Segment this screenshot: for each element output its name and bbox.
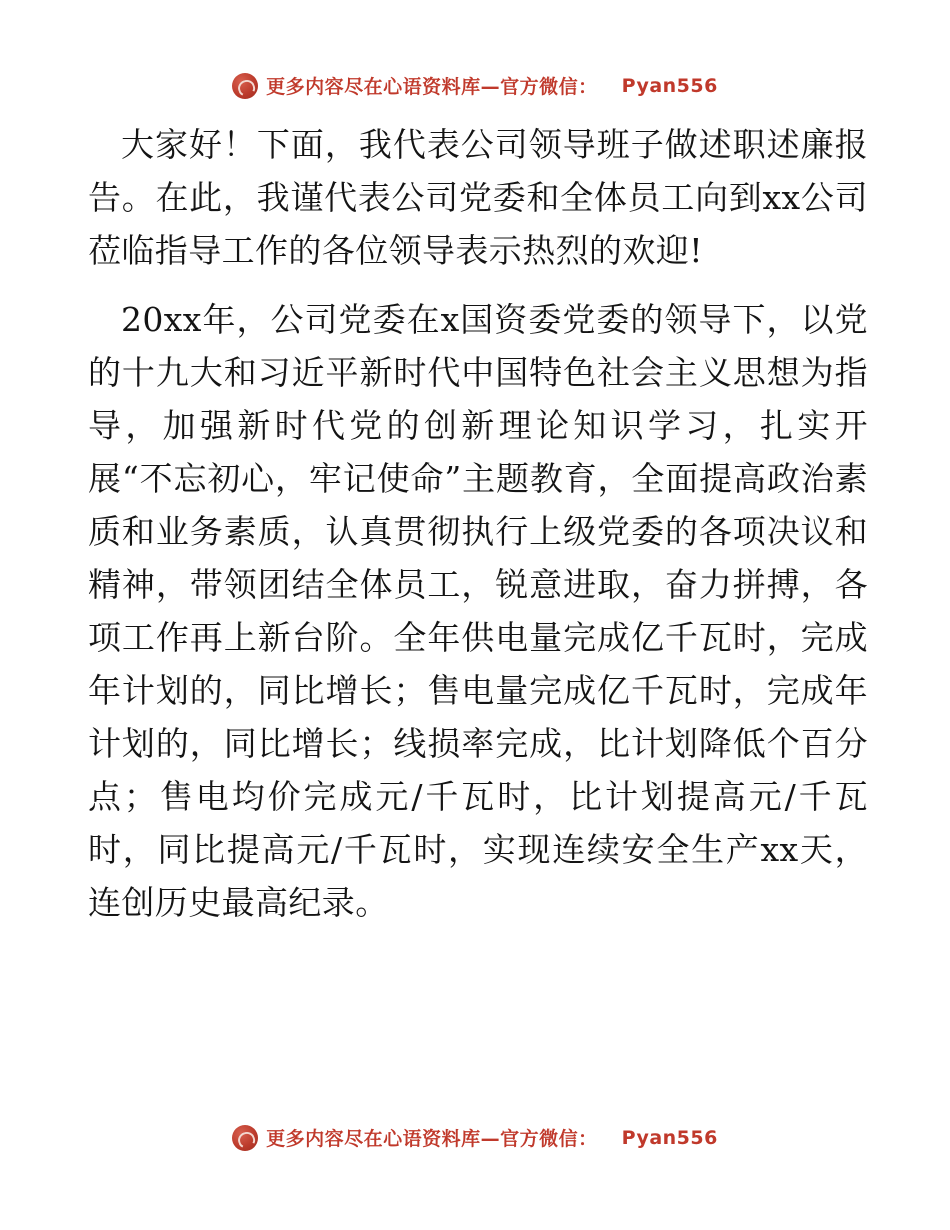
- watermark-text: 更多内容尽在心语资料库—官方微信：: [266, 76, 598, 98]
- watermark-bottom: [0, 1124, 950, 1151]
- circle-logo-icon: [232, 73, 258, 99]
- watermark-text: 更多内容尽在心语资料库—官方微信：: [266, 1128, 598, 1150]
- document-content: [88, 118, 868, 941]
- paragraph-2: 20xx年，公司党委在x国资委党委的领导下，以党的十九大和习近平新时代中国特色社会主义思想为指导，加强新时代党的创新理论知识学习，扎实开展“不忘初心，牢记使命”主题教育，全面提高政治素质和业务素质，认真贯彻执行上级党委的各项决议和精神，带领团结全体员工，锐意进取，奋力拼搏，各项工作再上新台阶。全年供电量完成亿千瓦时，完成年计划的，同比增长；售电量完成亿千瓦时，完成年计划的，同比增长；线损率完成，比计划降低个百分点；售电均价完成元/千瓦时，比计划提高元/千瓦时，同比提高元/千瓦时，实现连续安全生产xx天，连创历史最高纪录。: [88, 300, 868, 922]
- watermark-top: [0, 72, 950, 99]
- circle-logo-icon: [232, 1125, 258, 1151]
- watermark-account: Pyan556: [621, 1126, 718, 1149]
- watermark-account: Pyan556: [621, 74, 718, 97]
- paragraph-1: 大家好！下面，我代表公司领导班子做述职述廉报告。在此，我谨代表公司党委和全体员工向到xx公司莅临指导工作的各位领导表示热烈的欢迎!: [88, 125, 868, 270]
